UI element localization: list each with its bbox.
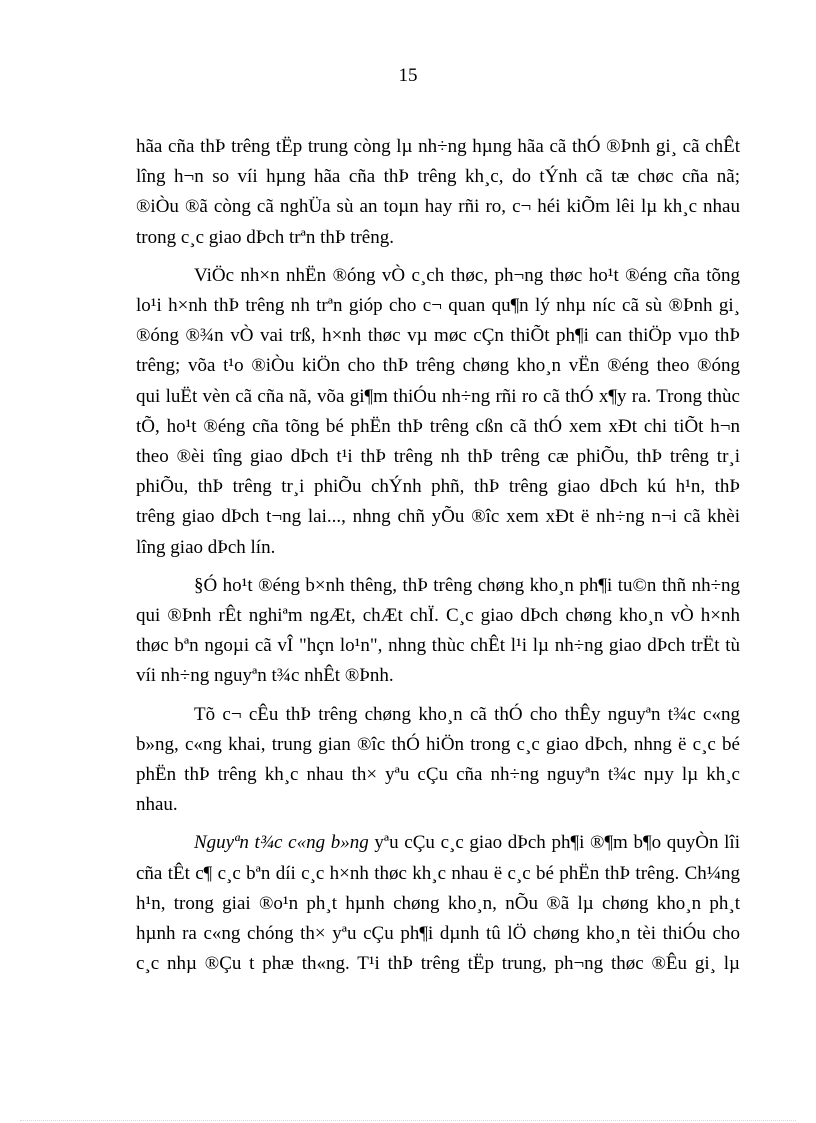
text-line: lo¹i h×nh thÞ trêng nh trªn gióp cho c¬ quan qu¶n lý nhµ níc cã sù ®Þnh gi¸ [136, 295, 740, 317]
paragraph-5 [136, 828, 740, 979]
text-line: phËn thÞ trêng kh¸c nhau th× yªu cÇu cña nh÷ng nguyªn t¾c nµy lµ kh¸c [136, 764, 740, 786]
text-line: c¸c nhµ ®Çu t phæ th«ng. T¹i thÞ trêng tËp trung, ph¬ng thøc ®Êu gi¸ lµ [136, 953, 740, 975]
text-line: lîng giao dÞch lín. [136, 536, 276, 558]
text-line: theo ®èi tîng giao dÞch t¹i thÞ trêng nh thÞ trêng cæ phiÕu, thÞ trêng tr¸i [136, 446, 740, 468]
text-line: trêng; võa t¹o ®iÒu kiÖn cho thÞ trêng chøng kho¸n vËn ®éng theo ®óng [136, 355, 740, 377]
page-number: 15 [398, 65, 418, 86]
text-line: §Ó ho¹t ®éng b×nh thêng, thÞ trêng chøng kho¸n ph¶i tu©n thñ nh÷ng [194, 574, 740, 596]
text-line: trong c¸c giao dÞch trªn thÞ trêng. [136, 226, 394, 248]
text-line: qui luËt vèn cã cña nã, võa gi¶m thiÓu nh÷ng rñi ro cã thÓ x¶y ra. Trong thùc [136, 385, 740, 407]
text-line: ViÖc nh×n nhËn ®óng vÒ c¸ch thøc, ph¬ng thøc ho¹t ®éng cña tõng [194, 264, 740, 286]
text-line: ®óng ®¾n vÒ vai trß, h×nh thøc vµ møc cÇn thiÕt ph¶i can thiÖp vµo thÞ [136, 325, 740, 347]
text-line: víi nh÷ng nguyªn t¾c nhÊt ®Þnh. [136, 665, 394, 687]
text-line: h¹n, trong giai ®o¹n ph¸t hµnh chøng kho¸n, nÕu ®ã lµ chøng kho¸n ph¸t [136, 892, 740, 914]
text-line: cña tÊt c¶ c¸c bªn díi c¸c h×nh thøc kh¸c nhau ë c¸c bé phËn thÞ trêng. Ch¼ng [136, 862, 740, 884]
body-text [136, 132, 740, 987]
text-line: qui ®Þnh rÊt nghiªm ngÆt, chÆt chÏ. C¸c giao dÞch chøng kho¸n vÒ h×nh [136, 605, 740, 627]
text-line: tÕ, ho¹t ®éng cña tõng bé phËn thÞ trêng cßn cã thÓ xem xÐt chi tiÕt h¬n [136, 415, 740, 437]
paragraph-2 [136, 261, 740, 563]
text-line: thøc bªn ngoµi cã vÎ "hçn lo¹n", nhng thùc chÊt l¹i lµ nh÷ng giao dÞch trËt tù [136, 635, 740, 657]
text-line: Tõ c¬ cÊu thÞ trêng chøng kho¸n cã thÓ cho thÊy nguyªn t¾c c«ng [194, 703, 740, 725]
text-line [136, 828, 740, 858]
page-bottom-divider [20, 1120, 796, 1121]
text-line: hµnh ra c«ng chóng th× yªu cÇu ph¶i dµnh tû lÖ chøng kho¸n tèi thiÓu cho [136, 923, 740, 945]
paragraph-4 [136, 700, 740, 821]
text-line: phiÕu, thÞ trêng tr¸i phiÕu chÝnh phñ, thÞ trêng giao dÞch kú h¹n, thÞ [136, 476, 740, 498]
text-line: ®iÒu ®ã còng cã nghÜa sù an toµn hay rñi ro, c¬ héi kiÕm lêi lµ kh¸c nhau [136, 196, 740, 218]
italic-lead-text: Nguyªn t¾c c«ng b»ng [194, 832, 369, 854]
text-line: lîng h¬n so víi hµng hãa cña thÞ trêng kh¸c, do tÝnh cã tæ chøc cña nã; [136, 166, 740, 188]
text-line-rest: yªu cÇu c¸c giao dÞch ph¶i ®¶m b¶o quyÒn lîi [368, 832, 740, 854]
text-line: b»ng, c«ng khai, trung gian ®îc thÓ hiÖn trong c¸c giao dÞch, nhng ë c¸c bé [136, 733, 740, 755]
paragraph-1 [136, 132, 740, 253]
paragraph-3 [136, 571, 740, 692]
text-line: nhau. [136, 794, 178, 816]
text-line: trêng giao dÞch t¬ng lai..., nhng chñ yÕu ®îc xem xÐt ë nh÷ng n¬i cã khèi [136, 506, 740, 528]
text-line: hãa cña thÞ trêng tËp trung còng lµ nh÷ng hµng hãa cã thÓ ®Þnh gi¸ cã chÊt [136, 136, 740, 157]
